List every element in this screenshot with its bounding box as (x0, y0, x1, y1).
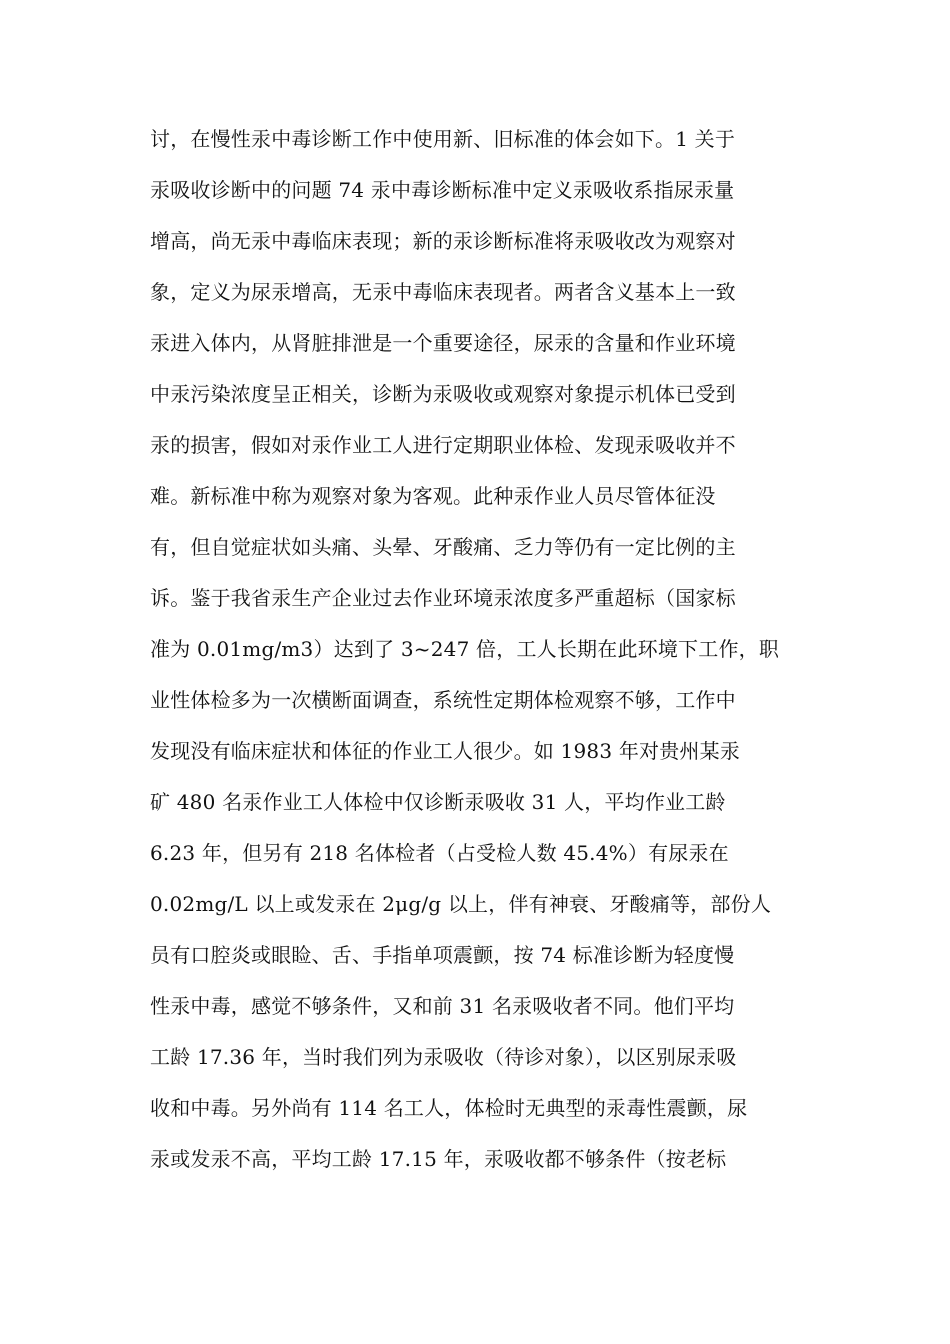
text-line: 讨，在慢性汞中毒诊断工作中使用新、旧标准的体会如下。1 关于 (150, 127, 736, 151)
text-line: 汞的损害，假如对汞作业工人进行定期职业体检、发现汞吸收并不 (150, 433, 736, 457)
text-line: 发现没有临床症状和体征的作业工人很少。如 1983 年对贵州某汞 (150, 739, 741, 763)
text-line: 增高，尚无汞中毒临床表现；新的汞诊断标准将汞吸收改为观察对 (150, 229, 736, 253)
text-line: 准为 0.01mg/m3）达到了 3~247 倍，工人长期在此环境下工作，职 (150, 637, 780, 661)
text-line: 业性体检多为一次横断面调查，系统性定期体检观察不够，工作中 (150, 688, 736, 712)
text-line: 难。新标准中称为观察对象为客观。此种汞作业人员尽管体征没 (150, 484, 716, 508)
text-line: 收和中毒。另外尚有 114 名工人，体检时无典型的汞毒性震颤，尿 (150, 1096, 748, 1120)
text-line: 有，但自觉症状如头痛、头晕、牙酸痛、乏力等仍有一定比例的主 (150, 535, 736, 559)
text-line: 0.02mg/L 以上或发汞在 2μg/g 以上，伴有神衰、牙酸痛等，部份人 (150, 892, 772, 916)
body-text (150, 114, 810, 1185)
text-line: 汞或发汞不高，平均工龄 17.15 年，汞吸收都不够条件（按老标 (150, 1147, 727, 1171)
text-line: 象，定义为尿汞增高，无汞中毒临床表现者。两者含义基本上一致 (150, 280, 736, 304)
text-line: 工龄 17.36 年，当时我们列为汞吸收（待诊对象），以区别尿汞吸 (150, 1045, 737, 1069)
text-line: 中汞污染浓度呈正相关，诊断为汞吸收或观察对象提示机体已受到 (150, 382, 736, 406)
text-line: 汞进入体内，从肾脏排泄是一个重要途径，尿汞的含量和作业环境 (150, 331, 736, 355)
text-line: 诉。鉴于我省汞生产企业过去作业环境汞浓度多严重超标（国家标 (150, 586, 736, 610)
text-line: 6.23 年，但另有 218 名体检者（占受检人数 45.4%）有尿汞在 (150, 841, 729, 865)
text-line: 矿 480 名汞作业工人体检中仅诊断汞吸收 31 人，平均作业工龄 (150, 790, 726, 814)
text-line: 汞吸收诊断中的问题 74 汞中毒诊断标准中定义汞吸收系指尿汞量 (150, 178, 735, 202)
text-line: 性汞中毒，感觉不够条件，又和前 31 名汞吸收者不同。他们平均 (150, 994, 735, 1018)
text-line: 员有口腔炎或眼睑、舌、手指单项震颤，按 74 标准诊断为轻度慢 (150, 943, 735, 967)
